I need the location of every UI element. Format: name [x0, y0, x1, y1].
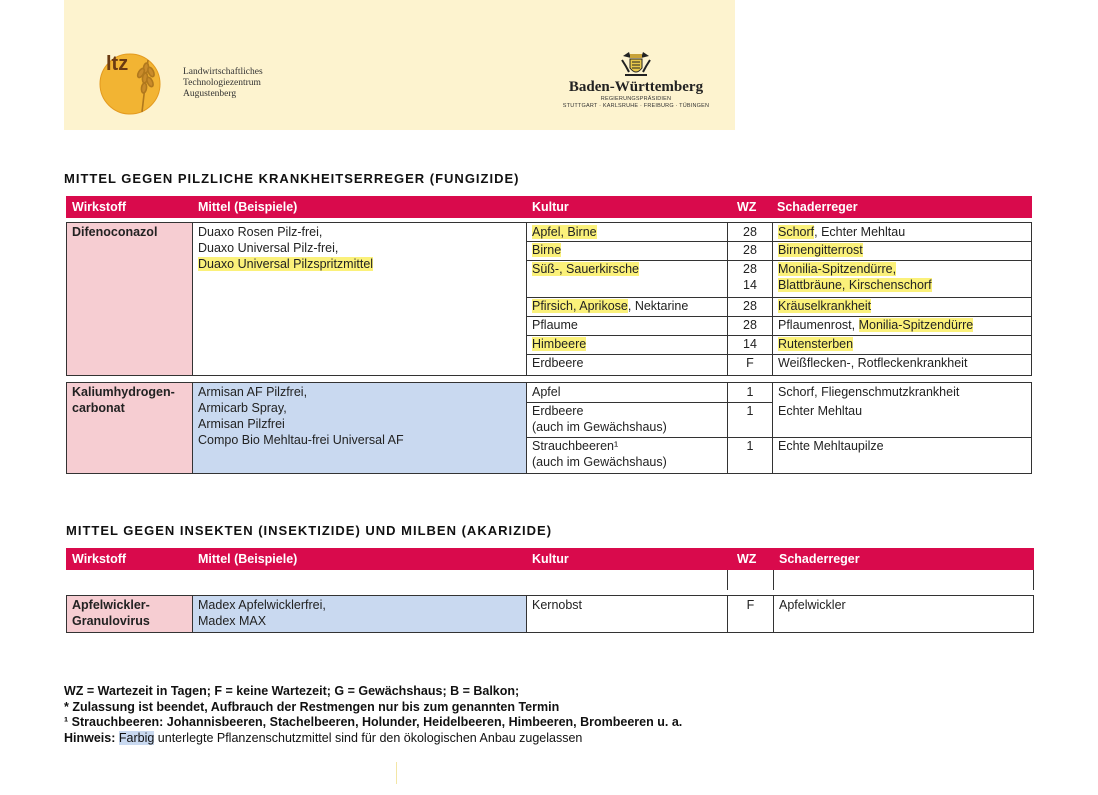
product-name: Madex MAX: [198, 614, 267, 628]
schaderreger-cell: Monilia-Spitzendürre, Blattbräune, Kirschenschorf: [778, 262, 932, 292]
schaderreger-cell: Kräuselkrankheit: [778, 299, 872, 313]
product-name: Duaxo Universal Pilz-frei,: [198, 241, 339, 255]
kultur-cell: Süß-, Sauerkirsche: [532, 262, 639, 276]
kultur-cell: Apfel: [532, 385, 561, 399]
column-header-wz: WZ: [737, 552, 757, 566]
schaderreger-cell: Rutensterben: [778, 337, 854, 351]
kultur-cell: Erdbeere (auch im Gewächshaus): [532, 404, 667, 434]
footnote-legend: WZ = Wartezeit in Tagen; F = keine Wartezeit; G = Gewächshaus; B = Balkon;: [64, 684, 520, 698]
column-header-wirkstoff: Wirkstoff: [72, 552, 127, 566]
mittel-cell: [193, 596, 527, 632]
product-name: Armicarb Spray,: [198, 401, 287, 415]
kultur-cell: Strauchbeeren¹ (auch im Gewächshaus): [532, 439, 667, 469]
column-header-schaderreger: Schaderreger: [777, 200, 858, 214]
table-header: [66, 196, 1032, 218]
product-name: Compo Bio Mehltau-frei Universal AF: [198, 433, 404, 447]
product-name: Armisan AF Pilzfrei,: [198, 385, 308, 399]
baden-wuerttemberg-logo: Baden-Württemberg REGIERUNGSPRÄSIDIEN STUTTGART · KARLSRUHE · FREIBURG · TÜBINGEN: [550, 50, 722, 110]
schaderreger-cell: Echte Mehltaupilze: [778, 439, 884, 453]
wz-cell: 1: [746, 385, 754, 399]
insecticide-section-title: MITTEL GEGEN INSEKTEN (INSEKTIZIDE) UND MILBEN (AKARIZIDE): [66, 523, 553, 538]
wz-cell: 1: [746, 439, 754, 453]
wz-cell: 28: [743, 243, 757, 257]
footnote-zulassung: * Zulassung ist beendet, Aufbrauch der Restmengen nur bis zum genannten Termin: [64, 699, 560, 714]
column-header-wirkstoff: Wirkstoff: [72, 200, 127, 214]
column-header-mittel: Mittel (Beispiele): [198, 200, 298, 214]
wz-cell: 28: [743, 318, 757, 332]
footnote-hinweis: Hinweis: Farbig unterlegte Pflanzenschutzmittel sind für den ökologischen Anbau zugelassen: [64, 730, 583, 745]
schaderreger-cell: Apfelwickler: [779, 598, 846, 612]
wirkstoff-cell: Difenoconazol: [67, 223, 193, 375]
product-name: Duaxo Universal Pilzspritzmittel: [198, 257, 374, 271]
kultur-cell: Erdbeere: [532, 356, 584, 370]
kultur-cell: Kernobst: [532, 598, 583, 612]
table-group-kaliumhydrogencarbonat: [66, 382, 1032, 474]
kultur-cell: Pflaume: [532, 318, 578, 332]
table-row-apfelwickler: [66, 595, 1034, 633]
wz-cell: 14: [743, 337, 757, 351]
product-name: Madex Apfelwicklerfrei,: [198, 598, 326, 612]
wz-cell: 28 14: [743, 262, 757, 292]
product-name: Duaxo Rosen Pilz-frei,: [198, 225, 323, 239]
wz-cell: 28: [743, 299, 757, 313]
svg-text:ltz: ltz: [106, 53, 129, 75]
column-header-kultur: Kultur: [532, 200, 569, 214]
header-banner: [64, 0, 735, 130]
column-header-kultur: Kultur: [532, 552, 569, 566]
ltz-institution-name: Landwirtschaftliches Technologiezentrum Augustenberg: [183, 67, 263, 99]
table-group-difenoconazol: [66, 222, 1032, 376]
table-header: [66, 548, 1034, 570]
kultur-cell: Apfel, Birne: [532, 225, 597, 239]
product-name: Armisan Pilzfrei: [198, 417, 285, 431]
coat-of-arms-icon: [619, 50, 653, 78]
mittel-cell: [193, 383, 527, 473]
kultur-cell: Pfirsich, Aprikose, Nektarine: [532, 299, 689, 313]
wz-cell: F: [746, 598, 755, 612]
schaderreger-cell: Schorf, Echter Mehltau: [778, 225, 906, 239]
schaderreger-cell: Weißflecken-, Rotfleckenkrankheit: [778, 356, 968, 370]
fungicide-table: [66, 196, 1032, 469]
schaderreger-cell: Birnengitterrost: [778, 243, 863, 257]
schaderreger-cell: Schorf, Fliegenschmutzkrankheit: [778, 385, 960, 399]
kultur-cell: Himbeere: [532, 337, 587, 351]
footnote-strauchbeeren: ¹ Strauchbeeren: Johannisbeeren, Stachelbeeren, Holunder, Heidelbeeren, Himbeeren, Brombeeren u. a.: [64, 715, 683, 729]
mittel-cell: [193, 223, 527, 375]
column-header-mittel: Mittel (Beispiele): [198, 552, 298, 566]
fungicide-section-title: MITTEL GEGEN PILZLICHE KRANKHEITSERREGER (FUNGIZIDE): [64, 171, 520, 186]
schaderreger-cell: Pflaumenrost, Monilia-Spitzendürre: [778, 318, 974, 332]
footnotes: [64, 684, 682, 746]
column-header-wz: WZ: [737, 200, 757, 214]
highlight-stroke-artifact: [396, 762, 397, 784]
wirkstoff-cell: Kaliumhydrogen- carbonat: [67, 383, 193, 473]
wirkstoff-cell: Apfelwickler- Granulovirus: [67, 596, 193, 632]
insecticide-table: [66, 548, 1034, 628]
ltz-logo: [98, 46, 178, 118]
kultur-cell: Birne: [532, 243, 562, 257]
wz-cell: 28: [743, 225, 757, 239]
wz-cell: F: [746, 356, 754, 370]
column-header-schaderreger: Schaderreger: [779, 552, 860, 566]
schaderreger-cell: Echter Mehltau: [778, 404, 863, 418]
wz-cell: 1: [746, 404, 754, 418]
